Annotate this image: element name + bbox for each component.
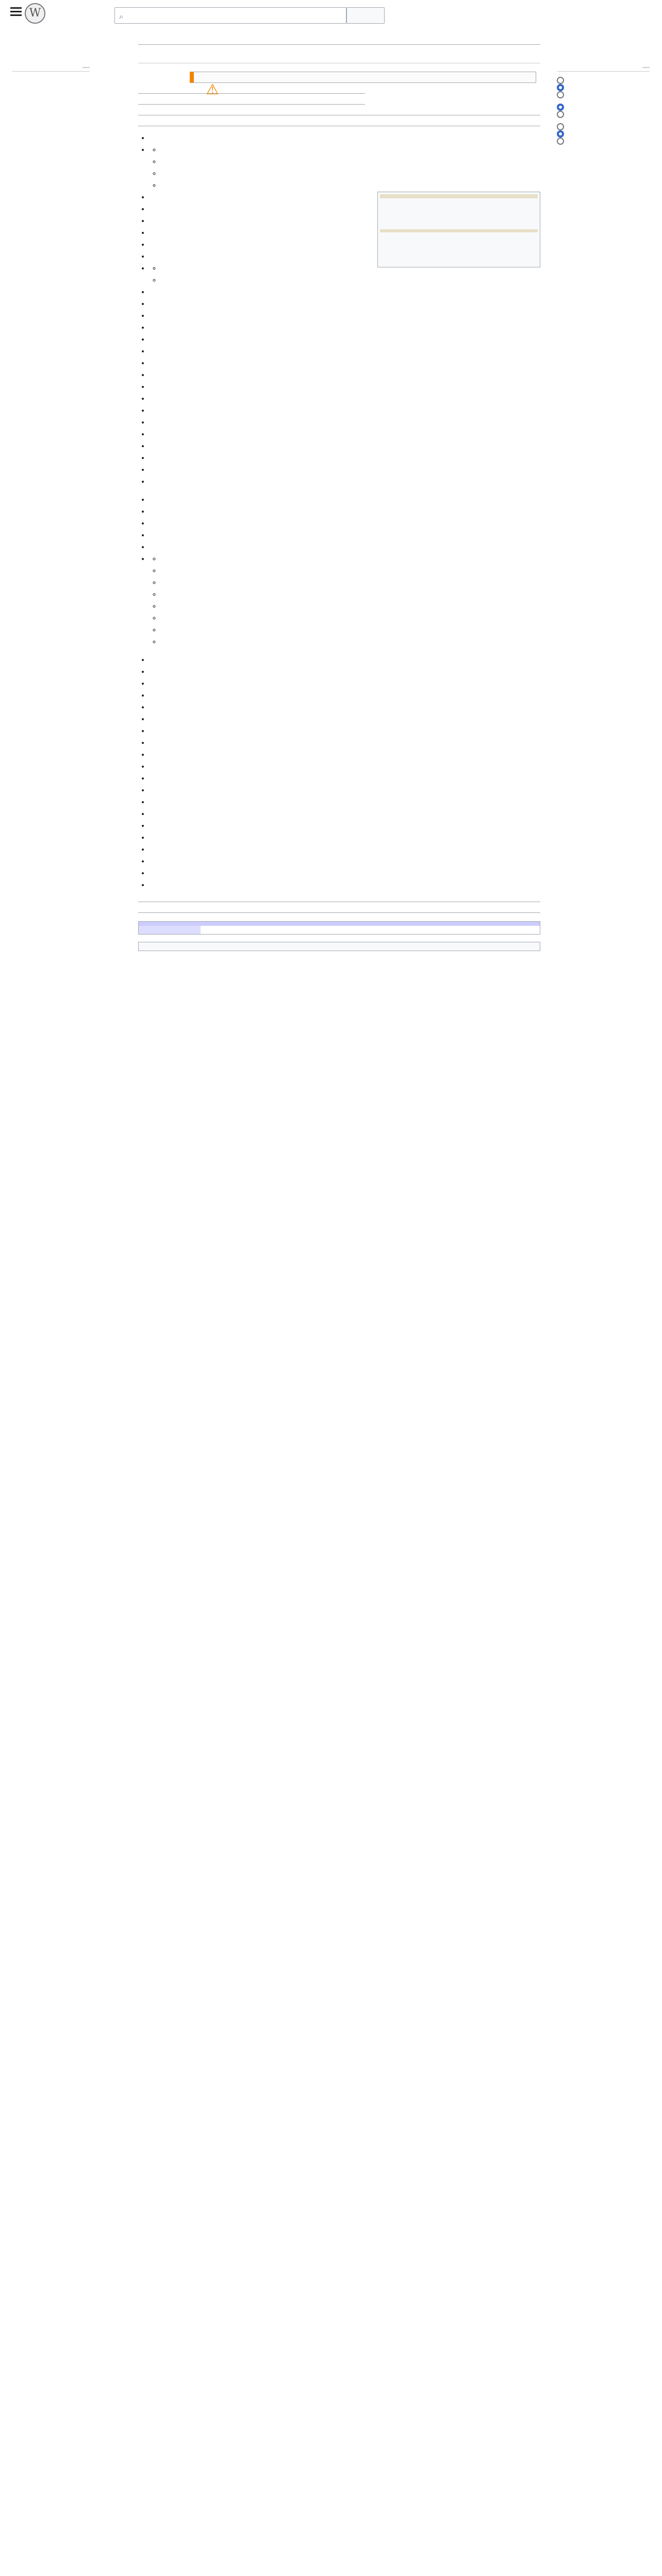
list-item xyxy=(150,369,540,381)
color-auto[interactable] xyxy=(557,123,650,130)
list-item xyxy=(150,144,540,192)
list-item xyxy=(150,132,540,144)
warning-icon: ⚠ xyxy=(206,81,219,98)
list-item xyxy=(150,405,540,417)
list-subitem xyxy=(161,275,540,286)
width-wide[interactable] xyxy=(557,111,650,118)
color-light[interactable] xyxy=(557,130,650,138)
list-item xyxy=(150,773,540,785)
list-subitem xyxy=(161,553,540,565)
list-item xyxy=(150,518,540,530)
text-size-small[interactable] xyxy=(557,77,650,84)
list-subitem xyxy=(161,156,540,168)
blp-notice xyxy=(190,72,536,98)
list-item xyxy=(150,358,540,369)
navbox-link[interactable] xyxy=(201,930,540,934)
list-subitem xyxy=(161,180,540,192)
list-subitem xyxy=(161,601,540,613)
list-item xyxy=(150,879,540,891)
list-subitem xyxy=(161,144,540,156)
page-tabs xyxy=(138,45,540,63)
family-section xyxy=(138,114,540,115)
links-section xyxy=(138,911,540,913)
list-item xyxy=(150,322,540,334)
infobox-header xyxy=(380,194,538,198)
infobox-works xyxy=(380,232,538,262)
list-item xyxy=(150,541,540,553)
list-item xyxy=(150,476,540,488)
appearance-sidebar xyxy=(557,67,650,145)
list-item xyxy=(150,464,540,476)
wikipedia-logo-icon[interactable]: W xyxy=(25,3,45,24)
list-item xyxy=(150,761,540,773)
list-subitem xyxy=(161,624,540,636)
list-item xyxy=(150,785,540,796)
list-item xyxy=(150,310,540,322)
list-item xyxy=(150,506,540,518)
list-item xyxy=(150,737,540,749)
person-section xyxy=(138,103,365,105)
search-input[interactable] xyxy=(130,10,285,18)
list-item xyxy=(150,844,540,856)
list-subitem xyxy=(161,577,540,589)
list-item xyxy=(150,286,540,298)
drama-list xyxy=(150,132,540,488)
variety-list xyxy=(150,494,540,648)
category-links[interactable] xyxy=(138,942,540,951)
list-subitem xyxy=(161,168,540,180)
navbox-link[interactable] xyxy=(201,926,540,930)
search-icon: ⌕ xyxy=(119,12,124,21)
toc-hide-button[interactable] xyxy=(82,67,90,68)
list-item xyxy=(150,553,540,648)
list-item xyxy=(150,494,540,506)
list-item xyxy=(150,452,540,464)
list-item xyxy=(150,429,540,440)
list-item xyxy=(150,749,540,761)
template-link[interactable] xyxy=(380,262,538,265)
links-heading xyxy=(138,911,540,913)
list-item xyxy=(150,678,540,690)
main-menu-icon[interactable] xyxy=(10,7,22,16)
list-item xyxy=(150,868,540,879)
list-subitem xyxy=(161,613,540,624)
search-button[interactable] xyxy=(346,7,385,24)
list-item xyxy=(150,440,540,452)
text-size-large[interactable] xyxy=(557,91,650,98)
list-item xyxy=(150,796,540,808)
list-item xyxy=(150,346,540,358)
list-item xyxy=(150,856,540,868)
list-item xyxy=(150,702,540,714)
notes-heading xyxy=(138,901,540,902)
list-item xyxy=(150,820,540,832)
list-item xyxy=(150,530,540,541)
list-subitem xyxy=(161,589,540,601)
appearance-hide-button[interactable] xyxy=(642,67,650,68)
person-heading xyxy=(138,103,365,105)
main-content xyxy=(138,42,540,951)
list-item xyxy=(150,393,540,405)
search-box xyxy=(114,7,346,24)
notes-section xyxy=(138,901,540,902)
list-item xyxy=(150,832,540,844)
list-item xyxy=(150,417,540,429)
career-heading xyxy=(138,92,365,94)
career-section xyxy=(138,92,365,94)
infobox xyxy=(377,192,540,267)
list-item xyxy=(150,654,540,666)
list-item xyxy=(150,714,540,725)
list-item xyxy=(150,690,540,702)
color-dark[interactable] xyxy=(557,138,650,145)
appearances-heading xyxy=(138,125,540,126)
list-item xyxy=(150,381,540,393)
toc-sidebar xyxy=(12,67,90,75)
list-subitem xyxy=(161,565,540,577)
authority-control-navbox xyxy=(138,921,540,935)
text-size-standard[interactable] xyxy=(557,84,650,91)
stage-list xyxy=(150,654,540,891)
list-item xyxy=(150,808,540,820)
list-item xyxy=(150,666,540,678)
site-header xyxy=(0,0,662,31)
width-standard[interactable] xyxy=(557,104,650,111)
list-item xyxy=(150,334,540,346)
list-item xyxy=(150,298,540,310)
list-item xyxy=(150,725,540,737)
list-subitem xyxy=(161,636,540,648)
family-heading xyxy=(138,114,540,115)
user-links xyxy=(448,10,476,20)
